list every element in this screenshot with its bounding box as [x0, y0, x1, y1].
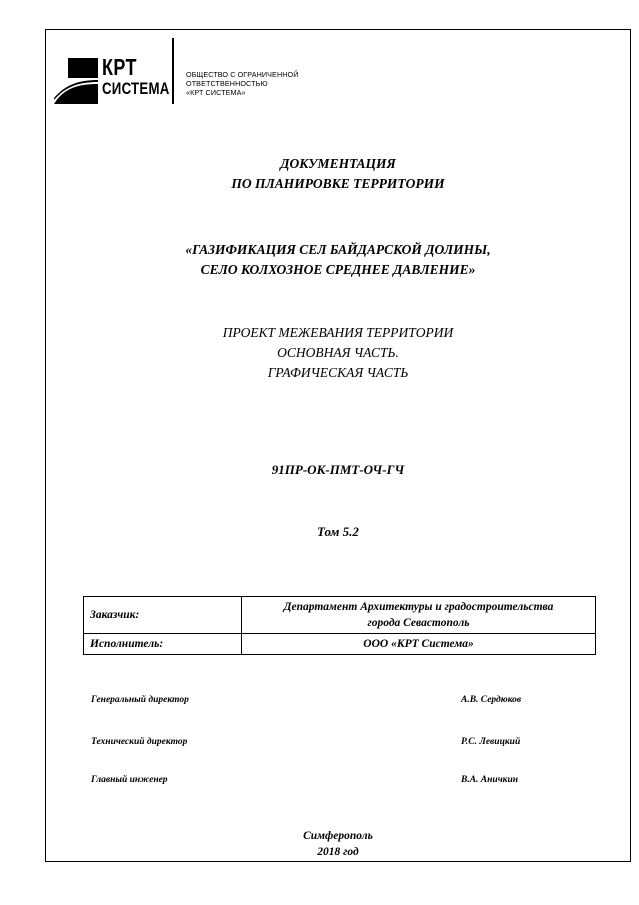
- project-title-line-2: СЕЛО КОЛХОЗНОЕ СРЕДНЕЕ ДАВЛЕНИЕ»: [200, 262, 476, 277]
- signature-name: А.В. Сердюков: [461, 695, 522, 705]
- footer-city: Симферополь: [303, 830, 373, 842]
- logo-line-2: СИСТЕМА: [102, 79, 170, 98]
- contractor-label: Исполнитель:: [84, 634, 242, 655]
- contractor-value: ООО «КРТ Система»: [242, 634, 596, 655]
- logo-line-1: КРТ: [102, 54, 137, 80]
- logo-mark-icon: [54, 58, 98, 104]
- organization-name: [186, 70, 298, 97]
- document-title: [46, 154, 630, 194]
- footer-place-date: [46, 828, 630, 860]
- project-title-line-1: «ГАЗИФИКАЦИЯ СЕЛ БАЙДАРСКОЙ ДОЛИНЫ,: [185, 242, 491, 257]
- document-title-line-2: ПО ПЛАНИРОВКЕ ТЕРРИТОРИИ: [231, 176, 445, 191]
- signature-role: Генеральный директор: [91, 695, 189, 705]
- parties-table: [83, 596, 596, 655]
- document-title-line-1: ДОКУМЕНТАЦИЯ: [280, 156, 396, 171]
- org-line-2: ОТВЕТСТВЕННОСТЬЮ: [186, 79, 268, 88]
- org-line-3: «КРТ СИСТЕМА»: [186, 88, 246, 97]
- signature-name: Р.С. Левицкий: [461, 737, 521, 747]
- customer-value-line-1: Департамент Архитектуры и градостроительства: [283, 601, 554, 613]
- footer-year: 2018 год: [317, 846, 359, 858]
- customer-value: [242, 597, 596, 634]
- logo-divider: [172, 38, 174, 104]
- org-line-1: ОБЩЕСТВО С ОГРАНИЧЕННОЙ: [186, 70, 299, 79]
- signature-name: В.А. Аничкин: [461, 775, 519, 785]
- company-logo: [54, 38, 324, 104]
- section-title-line-1: ПРОЕКТ МЕЖЕВАНИЯ ТЕРРИТОРИИ: [222, 325, 454, 340]
- signature-role: Главный инженер: [91, 775, 168, 785]
- page-frame: [45, 29, 631, 862]
- section-title: [46, 323, 630, 383]
- table-row: [84, 634, 596, 655]
- document-code: 91ПР-ОК-ПМТ-ОЧ-ГЧ: [271, 462, 405, 477]
- signature-role: Технический директор: [91, 737, 188, 747]
- section-title-line-2: ОСНОВНАЯ ЧАСТЬ.: [277, 345, 399, 360]
- volume-number: Том 5.2: [317, 524, 359, 539]
- customer-label: Заказчик:: [84, 597, 242, 634]
- project-title: [46, 240, 630, 280]
- logo-wordmark: [102, 56, 170, 97]
- customer-value-line-2: города Севастополь: [367, 617, 470, 629]
- table-row: [84, 597, 596, 634]
- section-title-line-3: ГРАФИЧЕСКАЯ ЧАСТЬ: [267, 365, 409, 380]
